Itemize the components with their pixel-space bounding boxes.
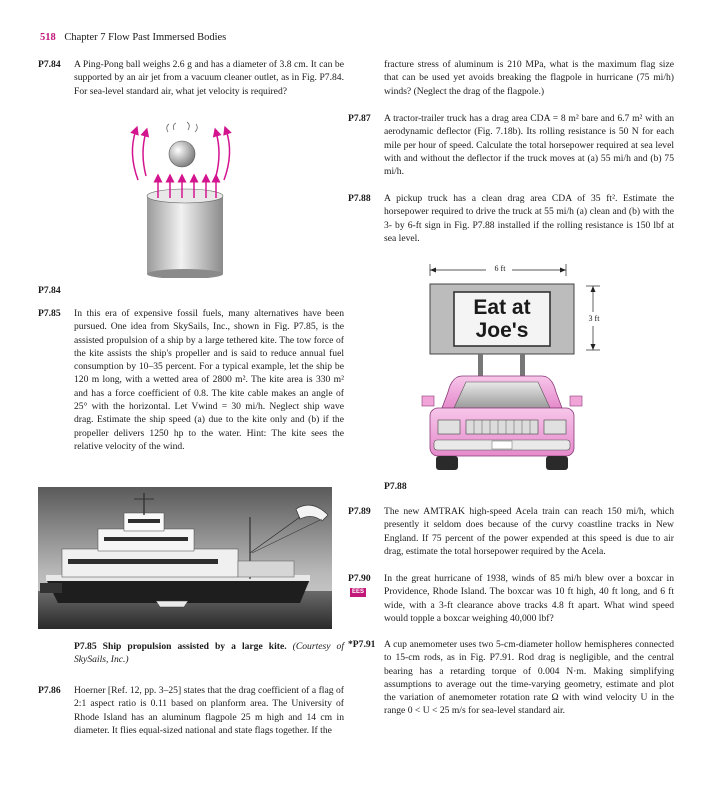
figure-ping-pong-jet — [110, 118, 260, 278]
problem-text: A tractor-trailer truck has a drag area CDA = 8 m² bare and 6.7 m² with an aerodynamic deflector (Fig. 7.18b). Its rolling resistance is 50 N for each mile per hour of speed. Calculate the total horsepower required at sea level with and without the deflector if the truck moves at (a) 55 mi/h and (b) 75 mi/h. — [384, 113, 674, 178]
problem-text: A pickup truck has a clean drag area CDA of 35 ft². Estimate the horsepower required to drive the truck at 55 mi/h (a) clean and (b) with the 3- by 6-ft sign in Fig. P7.88 installed if the rolling resistance is 150 lbf at sea level. — [384, 193, 674, 244]
problem-number: P7.84 — [38, 59, 61, 70]
problem-number: P7.86 — [38, 685, 61, 696]
problem-p7-90 — [348, 572, 674, 625]
problem-p7-89 — [348, 505, 674, 558]
problem-text: The new AMTRAK high-speed Acela train can reach 150 mi/h, which presently it seldom does because of the curvy coastline tracks in New England. If 75 percent of the power expended at this speed is due to air drag, estimate the total horsepower required by the Acela. — [384, 506, 674, 557]
figure-label-p7-84: P7.84 — [38, 285, 61, 296]
figure-caption-p7-85 — [38, 640, 344, 667]
problem-text: In this era of expensive fossil fuels, many alternatives have been pursued. One idea from SkySails, Inc., shown in Fig. P7.85, is the assisted propulsion of a ship by a large tethered kite. The tow force of the kite assists the ship's propeller and is said to reduce annual fuel consumption by 10–35 percent. For a typical example, let the ship be 120 m long, with a wetted area of 2800 m². The kite area is 330 m² and has a force coefficient of 0.8. The kite cable makes an angle of 25° with the horizontal. Let Vwind = 30 mi/h. Neglect ship wave drag. Estimate the ship speed (a) due to the kite only and (b) if the propeller delivers 1250 hp to the water. Hint: The kite sees the relative velocity of the wind. — [74, 308, 344, 452]
problem-text: In the great hurricane of 1938, winds of 85 mi/h blew over a boxcar in Providence, Rhode Island. The boxcar was 10 ft high, 40 ft long, and 6 ft wide, with a 3-ft clearance above tracks 4.8 ft apart. What wind speed would topple a boxcar weighing 40,000 lbf? — [384, 573, 674, 624]
figure-truck-sign — [420, 258, 650, 488]
problem-p7-86-continued — [348, 58, 674, 98]
problem-p7-86 — [38, 684, 344, 737]
tire — [436, 456, 458, 470]
problem-p7-84 — [38, 58, 344, 98]
dimension-height: 3 ft — [588, 314, 600, 323]
problem-number: P7.90 — [348, 573, 371, 584]
figure-ship-kite-photo — [38, 487, 332, 629]
problem-text: Hoerner [Ref. 12, pp. 3–25] states that the drag coefficient of a flag of 2:1 aspect ratio is 0.11 based on planform area. The University of Rhode Island has an aluminum flagpole 25 m high and 14 cm in diameter. It flies equal-sized national and state flags together. If the — [74, 685, 344, 736]
caption-label: P7.85 Ship propulsion assisted by a large kite. — [74, 641, 287, 652]
tire — [546, 456, 568, 470]
problem-number: P7.89 — [348, 506, 371, 517]
problem-text: A cup anemometer uses two 5-cm-diameter hollow hemispheres connected to 15-cm rods, as in Fig. P7.91. Rod drag is negligible, and the central bearing has a retarding torque of 0.004 N·m. Making simplifying assumptions to average out the time-varying geometry, estimate and plot the variation of anemometer rotation rate Ω with wind velocity U in the range 0 < U < 25 m/s for sea-level standard air. — [384, 639, 674, 717]
chapter-title: Chapter 7 Flow Past Immersed Bodies — [64, 32, 227, 43]
problem-p7-87 — [348, 112, 674, 178]
problem-text: A Ping-Pong ball weighs 2.6 g and has a diameter of 3.8 cm. It can be supported by an air jet from a vacuum cleaner outlet, as in Fig. P7.84. For sea-level standard air, what jet velocity is required? — [74, 59, 344, 97]
problem-p7-85 — [38, 307, 344, 453]
ping-pong-ball — [169, 141, 195, 167]
sign-text-line1: Eat at — [473, 296, 531, 319]
problem-number: P7.87 — [348, 113, 371, 124]
problem-p7-88 — [348, 192, 674, 245]
vacuum-outlet — [147, 196, 223, 274]
page-number: 518 — [40, 32, 56, 43]
problem-text: fracture stress of aluminum is 210 MPa, what is the maximum flag size that can be used yet avoids breaking the flagpole in hurricane (75 mi/h) winds? (Neglect the drag of the flagpole.) — [384, 59, 674, 97]
dimension-width: 6 ft — [494, 264, 506, 273]
caption-credit: (Courtesy of SkySails, Inc.) — [74, 641, 344, 666]
ees-badge: EES — [352, 589, 365, 595]
sign-text-line2: Joe's — [475, 319, 529, 342]
problem-number: P7.85 — [38, 308, 61, 319]
ship-hull — [46, 579, 310, 603]
problem-p7-91 — [348, 638, 674, 718]
figure-label-p7-88: P7.88 — [384, 481, 407, 492]
page-header — [40, 32, 226, 43]
problem-number: P7.88 — [348, 193, 371, 204]
problem-number: *P7.91 — [348, 639, 376, 650]
